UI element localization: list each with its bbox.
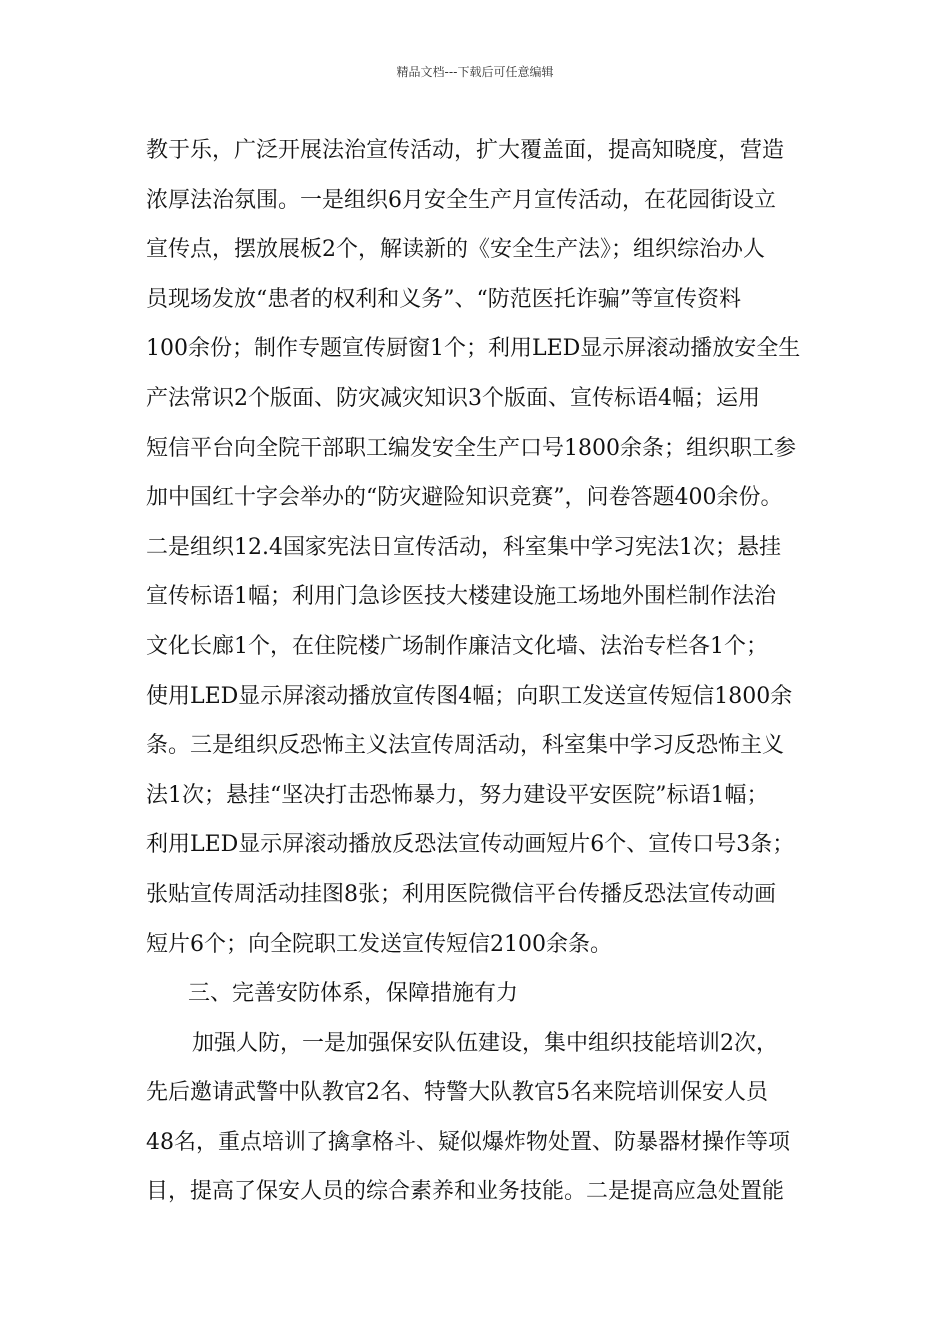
body-line-16: 张贴宣传周活动挂图8张；利用医院微信平台传播反恐法宣传动画 xyxy=(146,881,776,907)
body-line-5: 100余份；制作专题宣传厨窗1个；利用LED显示屏滚动播放安全生 xyxy=(146,336,801,362)
body-line-12: 使用LED显示屏滚动播放宣传图4幅；向职工发送宣传短信1800余 xyxy=(146,683,793,709)
body-line-6: 产法常识2个版面、防灾减灾知识3个版面、宣传标语4幅；运用 xyxy=(146,385,760,411)
body-line-3: 宣传点，摆放展板2个，解读新的《安全生产法》；组织综治办人 xyxy=(146,237,765,263)
body-line-2: 浓厚法治氛围。一是组织6月安全生产月宣传活动，在花园街设立 xyxy=(146,187,776,213)
document-body xyxy=(146,126,814,1217)
body-line-1: 教于乐，广泛开展法治宣传活动，扩大覆盖面，提高知晓度，营造 xyxy=(146,138,785,163)
body-line-10: 宣传标语1幅；利用门急诊医技大楼建设施工场地外围栏制作法治 xyxy=(146,584,776,610)
body-line-17: 短片6个；向全院职工发送宣传短信2100余条。 xyxy=(146,931,612,957)
body-line-14: 法1次；悬挂“坚决打击恐怖暴力，努力建设平安医院”标语1幅； xyxy=(146,782,769,808)
body-line-8: 加中国红十字会举办的“防灾避险知识竞赛”，问卷答题400余份。 xyxy=(146,485,783,511)
body-line-20: 先后邀请武警中队教官2名、特警大队教官5名来院培训保安人员 xyxy=(146,1080,768,1106)
body-line-7: 短信平台向全院干部职工编发安全生产口号1800余条；组织职工参 xyxy=(146,435,796,461)
body-line-4: 员现场发放“患者的权利和义务”、“防范医托诈骗”等宣传资料 xyxy=(146,286,741,312)
body-line-15: 利用LED显示屏滚动播放反恐法宣传动画短片6个、宣传口号3条； xyxy=(146,832,795,858)
body-line-9: 二是组织12.4国家宪法日宣传活动，科室集中学习宪法1次；悬挂 xyxy=(146,534,781,560)
body-line-21: 48名，重点培训了擒拿格斗、疑似爆炸物处置、防暴器材操作等项 xyxy=(146,1129,790,1155)
body-line-13: 条。三是组织反恐怖主义法宣传周活动，科室集中学习反恐怖主义 xyxy=(146,733,785,759)
body-line-11: 文化长廊1个，在住院楼广场制作廉洁文化墙、法治专栏各1个； xyxy=(146,633,768,659)
page-header: 精品文档---下载后可任意编辑 xyxy=(396,65,554,79)
section-heading: 三、完善安防体系，保障措施有力 xyxy=(188,981,519,1007)
body-line-19: 加强人防，一是加强保安队伍建设，集中组织技能培训2次， xyxy=(192,1030,778,1056)
body-line-22: 目，提高了保安人员的综合素养和业务技能。二是提高应急处置能 xyxy=(146,1179,785,1205)
